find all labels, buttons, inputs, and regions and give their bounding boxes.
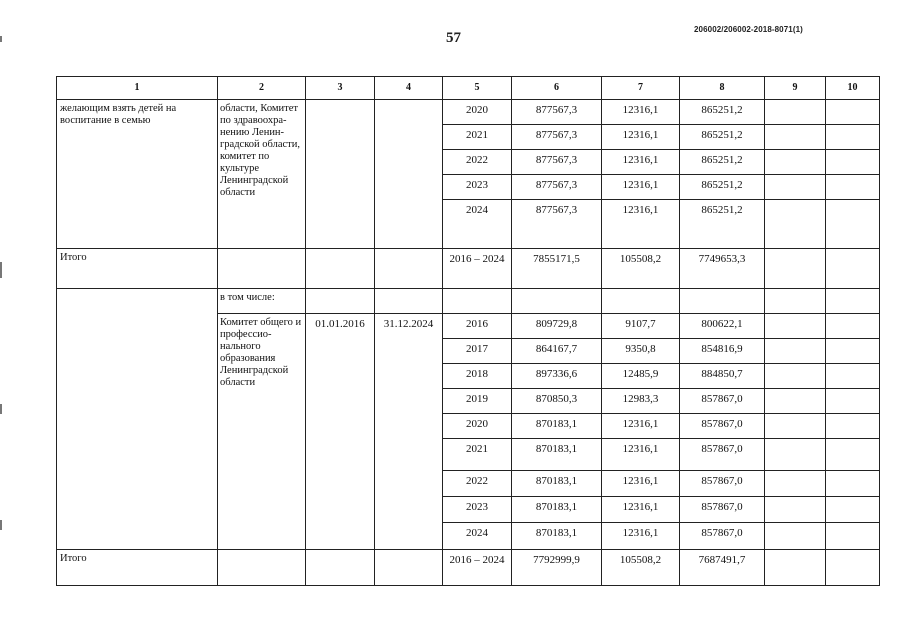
- value-cell: 870183,1: [512, 471, 601, 497]
- total-value: 105508,2: [602, 249, 680, 289]
- value-cell: 12316,1: [622, 204, 659, 216]
- header-row: [57, 77, 880, 100]
- value-cell: 12316,1: [622, 527, 659, 539]
- header-cell: 7: [602, 77, 680, 100]
- year-cell: 2024: [466, 204, 488, 216]
- year-cell: 2019: [443, 389, 511, 414]
- value-cell: 857867,0: [680, 389, 764, 414]
- total-row: [57, 249, 880, 289]
- value-cell: 884850,7: [680, 364, 764, 389]
- value-cell: 809729,8: [512, 314, 601, 339]
- scan-edge-mark: [0, 404, 2, 414]
- value-cell: 857867,0: [680, 497, 764, 523]
- empty-stack: [765, 314, 826, 550]
- empty-description: [57, 289, 218, 550]
- value-cell: 12983,3: [602, 389, 679, 414]
- value-cell: 12316,1: [602, 150, 679, 175]
- program-description: желающим взять детей на воспитание в семью: [57, 100, 218, 249]
- scan-edge-mark: [0, 36, 2, 42]
- total-period: 2016 – 2024: [443, 249, 512, 289]
- executor-list: области, Комитет по здравоохра-нению Ленин-градской области, комитет по культуре Ленинградской области: [218, 100, 306, 249]
- including-row: [57, 289, 880, 314]
- total-label: Итого: [57, 550, 218, 586]
- start-date-empty: [306, 100, 375, 249]
- scan-edge-mark: [0, 520, 2, 530]
- value-cell: 877567,3: [512, 150, 601, 175]
- including-label: в том числе:: [218, 289, 306, 314]
- block1-row: [57, 100, 880, 249]
- budget-table: [56, 76, 880, 586]
- value-cell: 865251,2: [701, 204, 743, 216]
- header-cell: 3: [306, 77, 375, 100]
- federal-stack: [602, 314, 680, 550]
- value-cell: 877567,3: [512, 100, 601, 125]
- value-cell: 865251,2: [680, 150, 764, 175]
- total-value: 7792999,9: [512, 550, 602, 586]
- value-cell: 877567,3: [535, 204, 578, 216]
- value-cell: 12485,9: [602, 364, 679, 389]
- total-value: 7749653,3: [680, 249, 765, 289]
- total-value: 7855171,5: [512, 249, 602, 289]
- start-date: 01.01.2016: [306, 314, 375, 550]
- header-cell: 10: [826, 77, 880, 100]
- page-number: 57: [446, 30, 461, 46]
- regional-stack: [680, 100, 765, 249]
- value-cell: 12316,1: [602, 100, 679, 125]
- year-cell: 2018: [443, 364, 511, 389]
- value-cell: 12316,1: [602, 125, 679, 150]
- year-cell: 2020: [443, 100, 511, 125]
- value-cell: 9107,7: [602, 314, 679, 339]
- value-cell: 870183,1: [512, 414, 601, 439]
- federal-stack: [602, 100, 680, 249]
- header-cell: 6: [512, 77, 602, 100]
- year-cell: 2023: [443, 497, 511, 523]
- executor-education: Комитет общего и профессио-нального образования Ленинградской области: [218, 314, 306, 550]
- value-cell: 854816,9: [680, 339, 764, 364]
- value-cell: 857867,0: [680, 471, 764, 497]
- value-cell: 857867,0: [701, 527, 743, 539]
- header-cell: 2: [218, 77, 306, 100]
- value-cell: 870183,1: [535, 527, 578, 539]
- value-cell: 897336,6: [512, 364, 601, 389]
- value-cell: 870183,1: [512, 497, 601, 523]
- value-cell: 857867,0: [680, 414, 764, 439]
- value-cell: 865251,2: [680, 175, 764, 200]
- value-cell: 800622,1: [680, 314, 764, 339]
- value-cell: 12316,1: [602, 497, 679, 523]
- value-cell: 9350,8: [602, 339, 679, 364]
- document-code: 206002/206002-2018-8071(1): [694, 25, 803, 34]
- total-value: 105508,2: [602, 550, 680, 586]
- value-cell: 870183,1: [512, 439, 601, 471]
- year-stack: [443, 314, 512, 550]
- year-cell: 2024: [466, 527, 488, 539]
- value-cell: 12316,1: [602, 439, 679, 471]
- total-stack: [512, 100, 602, 249]
- scan-edge-mark: [0, 262, 2, 278]
- header-cell: 4: [375, 77, 443, 100]
- value-cell: 877567,3: [512, 125, 601, 150]
- total-period: 2016 – 2024: [443, 550, 512, 586]
- value-cell: 857867,0: [680, 439, 764, 471]
- total-label: Итого: [57, 249, 218, 289]
- year-stack: [443, 100, 512, 249]
- year-cell: 2020: [443, 414, 511, 439]
- total-stack: [512, 314, 602, 550]
- total-row: [57, 550, 880, 586]
- empty-stack: [826, 314, 880, 550]
- value-cell: 864167,7: [512, 339, 601, 364]
- year-cell: 2017: [443, 339, 511, 364]
- year-cell: 2022: [443, 150, 511, 175]
- total-value: 7687491,7: [680, 550, 765, 586]
- value-cell: 12316,1: [602, 471, 679, 497]
- regional-stack: [680, 314, 765, 550]
- header-cell: 9: [765, 77, 826, 100]
- end-date-empty: [375, 100, 443, 249]
- year-cell: 2021: [443, 125, 511, 150]
- value-cell: 12316,1: [602, 175, 679, 200]
- year-cell: 2023: [443, 175, 511, 200]
- value-cell: 12316,1: [602, 414, 679, 439]
- year-cell: 2022: [443, 471, 511, 497]
- value-cell: 865251,2: [680, 125, 764, 150]
- empty-stack: [765, 100, 826, 249]
- value-cell: 870850,3: [512, 389, 601, 414]
- value-cell: 865251,2: [680, 100, 764, 125]
- header-cell: 1: [57, 77, 218, 100]
- year-cell: 2016: [443, 314, 511, 339]
- header-cell: 8: [680, 77, 765, 100]
- empty-stack: [826, 100, 880, 249]
- end-date: 31.12.2024: [375, 314, 443, 550]
- year-cell: 2021: [443, 439, 511, 471]
- value-cell: 877567,3: [512, 175, 601, 200]
- header-cell: 5: [443, 77, 512, 100]
